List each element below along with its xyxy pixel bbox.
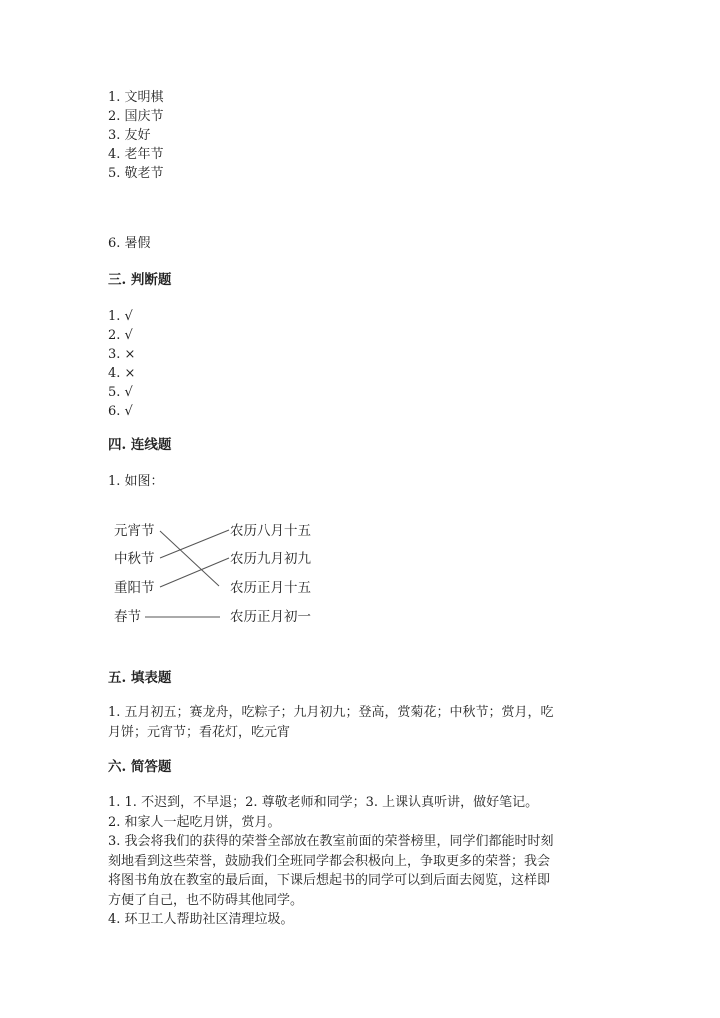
section-heading-judgement: 三. 判断题	[108, 272, 172, 288]
answer-line: 1. 文明棋	[108, 90, 164, 105]
answer-line: 2. 国庆节	[108, 109, 164, 124]
answer-line: 4. 老年节	[108, 147, 164, 162]
fill-table-answer	[108, 703, 608, 742]
match-right-item: 农历八月十五	[230, 523, 311, 539]
match-right-item: 农历九月初九	[230, 551, 311, 567]
answer-line: 3. 友好	[108, 128, 151, 143]
text-line: 1. 五月初五；赛龙舟，吃粽子；九月初九；登高，赏菊花；中秋节；赏月，吃	[108, 705, 554, 720]
connector-line	[160, 530, 229, 558]
match-left-item: 中秋节	[114, 551, 155, 567]
answer-line: 3. ×	[108, 347, 136, 362]
text-line: 刻地看到这些荣誉，鼓励我们全班同学都会积极向上，争取更多的荣誉；我会	[108, 853, 551, 869]
section-heading-short-answer: 六. 简答题	[108, 759, 172, 775]
answer-line: 2. √	[108, 328, 133, 343]
answer-line: 5. 敬老节	[108, 166, 164, 181]
section-heading-matching: 四. 连线题	[108, 437, 172, 453]
answer-line: 5. √	[108, 385, 133, 400]
text-line: 2. 和家人一起吃月饼，赏月。	[108, 814, 281, 830]
answer-line: 6. √	[108, 404, 133, 419]
connector-line	[160, 558, 229, 587]
answer-line: 6. 暑假	[108, 236, 151, 251]
connector-line	[160, 531, 219, 586]
section-heading-fill-table: 五. 填表题	[108, 670, 172, 686]
text-line: 方便了自己，也不防碍其他同学。	[108, 892, 304, 908]
short-answer-block	[108, 793, 608, 930]
match-right-item: 农历正月初一	[230, 609, 311, 625]
match-right-item: 农历正月十五	[230, 580, 311, 596]
text-line: 将图书角放在教室的最后面，下课后想起书的同学可以到后面去阅览，这样即	[108, 873, 551, 888]
matching-intro: 1. 如图：	[108, 474, 164, 489]
match-left-item: 重阳节	[114, 580, 155, 596]
text-line: 1. 1. 不迟到，不早退；2. 尊敬老师和同学；3. 上课认真听讲，做好笔记。	[108, 795, 539, 810]
text-line: 4. 环卫工人帮助社区清理垃圾。	[108, 912, 294, 927]
answer-line: 1. √	[108, 309, 133, 324]
text-line: 3. 我会将我们的获得的荣誉全部放在教室前面的荣誉榜里，同学们都能时时刻	[108, 834, 554, 849]
answer-line: 4. ×	[108, 366, 136, 381]
text-line: 月饼；元宵节；看花灯，吃元宵	[108, 724, 291, 740]
match-left-item: 春节	[114, 609, 141, 625]
match-left-item: 元宵节	[114, 523, 155, 539]
